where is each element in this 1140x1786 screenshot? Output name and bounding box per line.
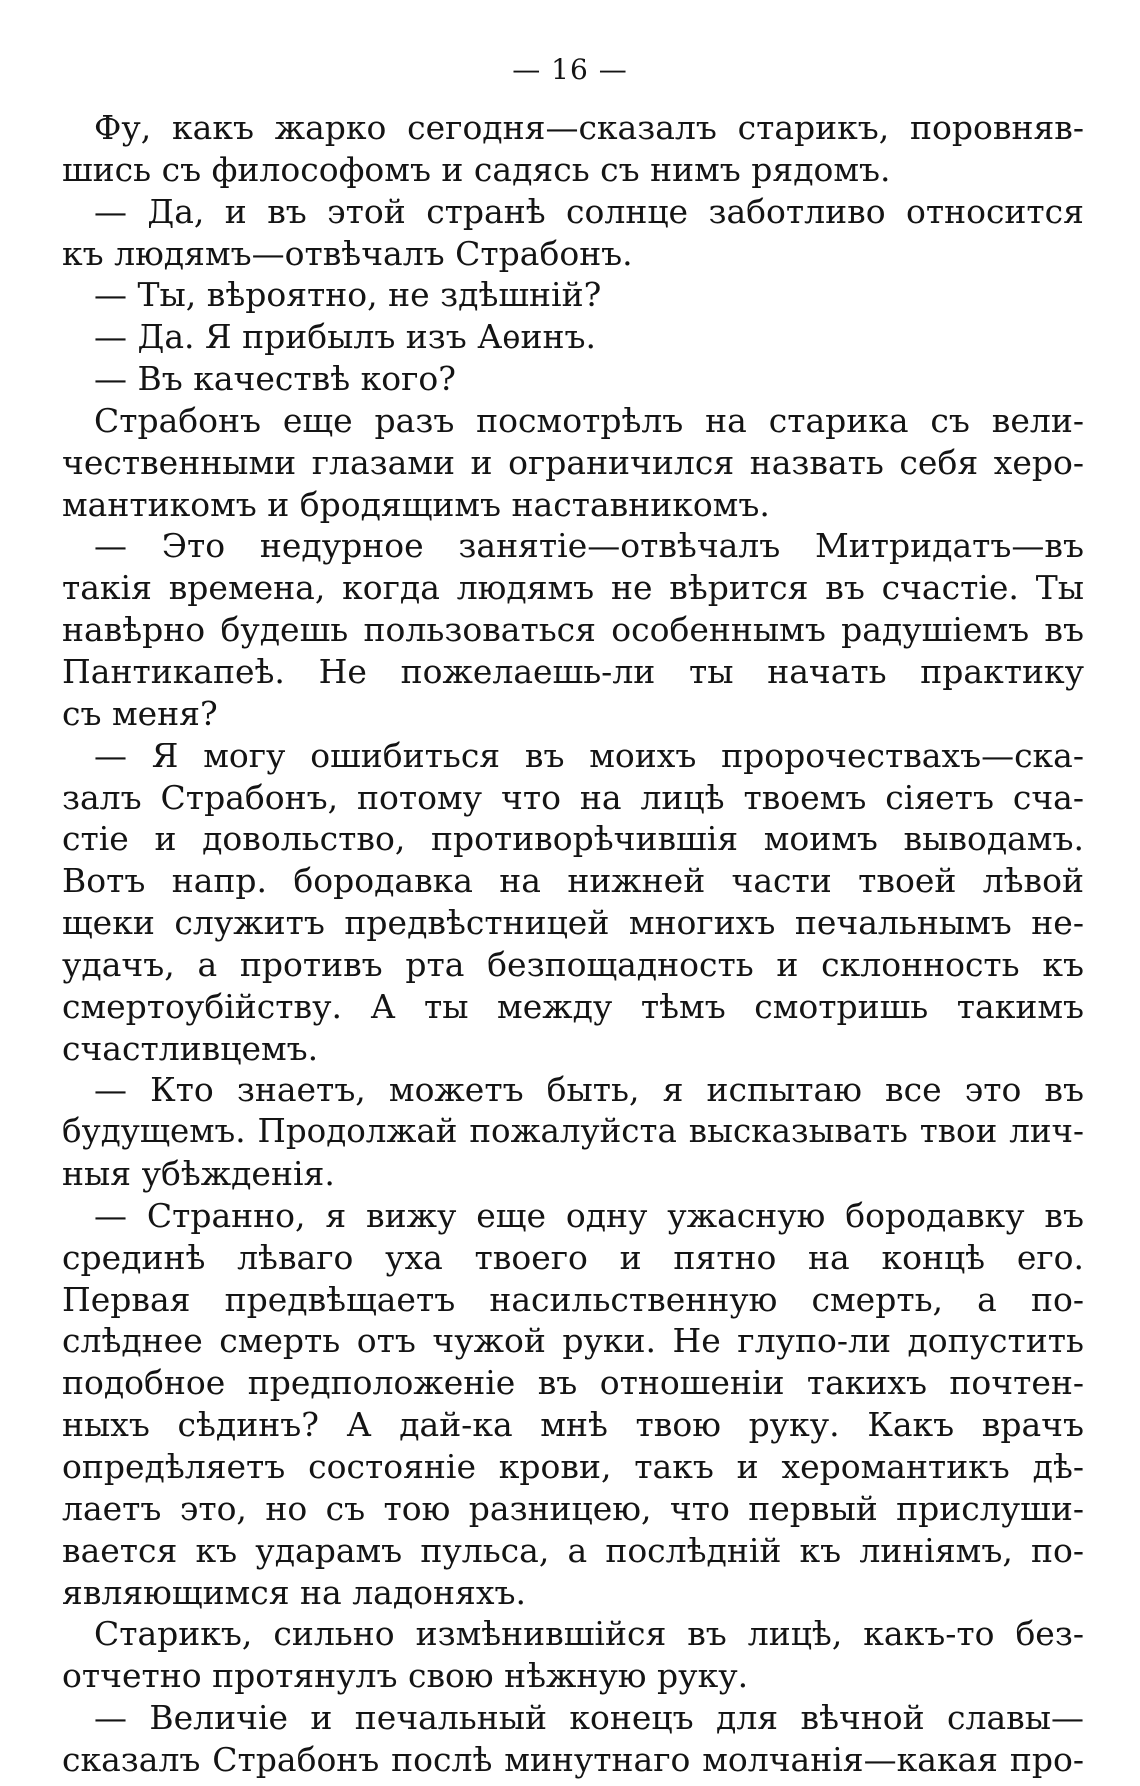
text-line: — Величіе и печальный конецъ для вѣчной славы— bbox=[94, 1698, 1084, 1738]
text-line: навѣрно будешь пользоваться особеннымъ радушіемъ въ bbox=[62, 610, 1084, 650]
text-line: — Я могу ошибиться въ моихъ пророчествахъ—ска- bbox=[94, 735, 1084, 775]
text-line: Пантикапеѣ. Не пожелаешь-ли ты начать практику bbox=[62, 651, 1084, 691]
text-line: являющимся на ладоняхъ. bbox=[62, 1572, 526, 1612]
text-line: опредѣляетъ состояніе крови, такъ и херомантикъ дѣ- bbox=[62, 1447, 1084, 1486]
text-line: ныя убѣжденія. bbox=[62, 1154, 335, 1194]
text-line: — Странно, я вижу еще одну ужасную бородавку въ bbox=[94, 1195, 1084, 1235]
text-line: чественными глазами и ограничился назвать себя херо- bbox=[62, 442, 1084, 482]
text-line: срединѣ лѣваго уха твоего и пятно на концѣ его. bbox=[62, 1237, 1084, 1277]
text-line: слѣднее смерть отъ чужой руки. Не глупо-ли допустить bbox=[62, 1321, 1084, 1361]
text-line: — Это недурное занятіе—отвѣчалъ Митридатъ—въ bbox=[94, 526, 1084, 566]
text-line: вается къ ударамъ пульса, а послѣдній къ линіямъ, по- bbox=[62, 1530, 1084, 1570]
text-line: — Ты, вѣроятно, не здѣшній? bbox=[94, 275, 602, 315]
text-line: такія времена, когда людямъ не вѣрится въ счастіе. Ты bbox=[62, 568, 1084, 608]
text-line: удачъ, а противъ рта безпощадность и склонность къ bbox=[62, 944, 1084, 984]
page-number: — 16 — bbox=[512, 53, 628, 86]
text-line: — Въ качествѣ кого? bbox=[94, 359, 456, 399]
text-line: щеки служитъ предвѣстницей многихъ печальнымъ не- bbox=[62, 903, 1084, 943]
text-line: залъ Страбонъ, потому что на лицѣ твоемъ сіяетъ сча- bbox=[62, 777, 1084, 817]
text-line: Страбонъ еще разъ посмотрѣлъ на старика съ вели- bbox=[94, 400, 1084, 440]
text-line: — Да. Я прибылъ изъ Аѳинъ. bbox=[94, 317, 596, 357]
text-line: смертоубійству. А ты между тѣмъ смотришь такимъ bbox=[62, 986, 1084, 1026]
text-line: Старикъ, сильно измѣнившійся въ лицѣ, какъ-то без- bbox=[94, 1614, 1084, 1654]
text-line: шись съ философомъ и садясь съ нимъ рядомъ. bbox=[62, 149, 891, 189]
text-line: сказалъ Страбонъ послѣ минутнаго молчанія—какая про- bbox=[62, 1739, 1084, 1779]
text-line: — Да, и въ этой странѣ солнце заботливо относится bbox=[94, 191, 1084, 231]
text-line: будущемъ. Продолжай пожалуйста высказывать твои лич- bbox=[62, 1112, 1084, 1151]
text-line: съ меня? bbox=[62, 693, 218, 733]
text-line: Первая предвѣщаетъ насильственную смерть, а по- bbox=[62, 1279, 1084, 1319]
text-line: стіе и довольство, противорѣчившія моимъ выводамъ. bbox=[62, 819, 1084, 859]
text-line: подобное предположеніе въ отношеніи такихъ почтен- bbox=[62, 1363, 1084, 1403]
text-line: ныхъ сѣдинъ? А дай-ка мнѣ твою руку. Какъ врачъ bbox=[62, 1405, 1084, 1445]
text-line: отчетно протянулъ свою нѣжную руку. bbox=[62, 1656, 749, 1696]
text-line: — Кто знаетъ, можетъ быть, я испытаю все это въ bbox=[94, 1070, 1084, 1110]
body-text bbox=[62, 107, 1084, 1781]
text-line: Вотъ напр. бородавка на нижней части твоей лѣвой bbox=[62, 861, 1084, 901]
text-line: къ людямъ—отвѣчалъ Страбонъ. bbox=[62, 233, 633, 273]
text-line: лаетъ это, но съ тою разницею, что первый прислуши- bbox=[62, 1488, 1084, 1528]
text-line: Фу, какъ жарко сегодня—сказалъ старикъ, поровняв- bbox=[94, 108, 1084, 147]
text-line: счастливцемъ. bbox=[62, 1028, 319, 1068]
text-line: мантикомъ и бродящимъ наставникомъ. bbox=[62, 484, 770, 524]
